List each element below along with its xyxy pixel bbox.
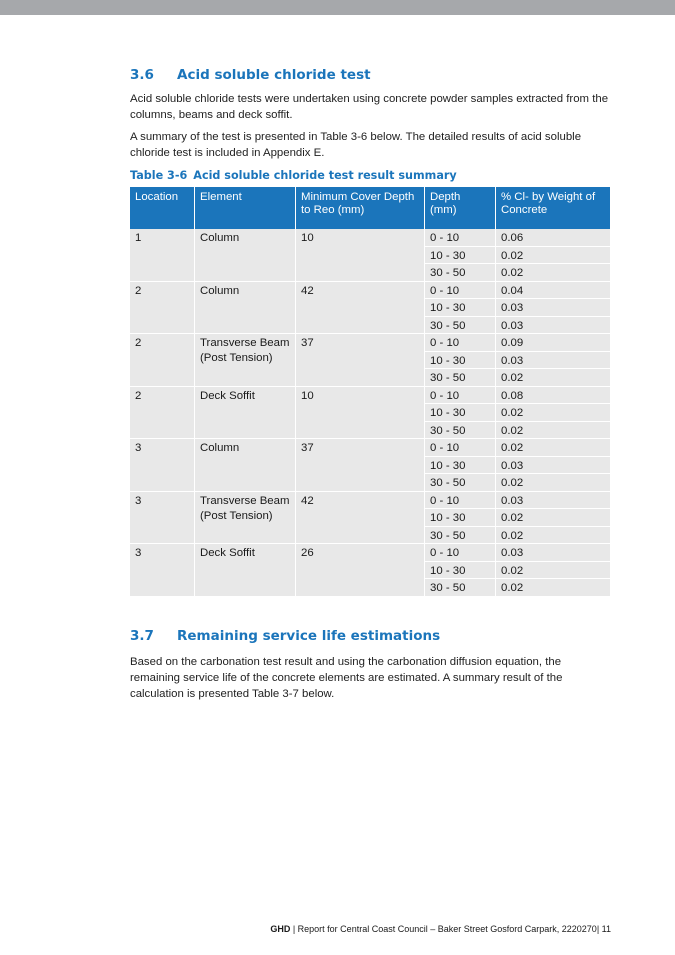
cell-chloride-value: 0.02 (496, 247, 610, 265)
header-depth: Depth (mm) (425, 187, 496, 229)
table-row (130, 439, 610, 457)
paragraph: Acid soluble chloride tests were undertaken using concrete powder samples extracted from the columns, beams and deck soffit. (130, 93, 609, 121)
cell-depth: 30 - 50 (425, 527, 496, 545)
cell-element: Column (195, 229, 296, 282)
cell-element: Deck Soffit (195, 544, 296, 597)
cell-cover-depth: 42 (296, 282, 425, 335)
table-caption-title: Acid soluble chloride test result summary (193, 168, 457, 182)
header-location: Location (130, 187, 195, 229)
section-number: 3.6 (130, 66, 154, 83)
cell-element: Transverse Beam (Post Tension) (195, 334, 296, 387)
table-row (130, 492, 610, 510)
cell-chloride-value: 0.02 (496, 264, 610, 282)
cell-depth: 30 - 50 (425, 264, 496, 282)
cell-depth: 10 - 30 (425, 247, 496, 265)
footer-text: | Report for Central Coast Council – Baker Street Gosford Carpark, 2220270| 11 (290, 924, 611, 934)
cell-depth: 30 - 50 (425, 317, 496, 335)
cell-cover-depth: 10 (296, 387, 425, 440)
cell-depth: 0 - 10 (425, 334, 496, 352)
cell-depth: 0 - 10 (425, 544, 496, 562)
table-row (130, 544, 610, 562)
cell-cover-depth: 10 (296, 229, 425, 282)
cell-chloride-value: 0.02 (496, 527, 610, 545)
cell-element: Column (195, 439, 296, 492)
cell-cover-depth: 26 (296, 544, 425, 597)
cell-location: 3 (130, 544, 195, 597)
cell-location: 2 (130, 387, 195, 440)
footer-brand: GHD (270, 924, 291, 934)
chloride-results-table (130, 187, 610, 597)
page-content (130, 66, 610, 702)
cell-chloride-value: 0.02 (496, 404, 610, 422)
cell-chloride-value: 0.06 (496, 229, 610, 247)
cell-chloride-value: 0.04 (496, 282, 610, 300)
cell-cover-depth: 37 (296, 334, 425, 387)
cell-element: Deck Soffit (195, 387, 296, 440)
cell-depth: 0 - 10 (425, 439, 496, 457)
cell-location: 2 (130, 282, 195, 335)
cell-chloride-value: 0.02 (496, 579, 610, 597)
section-heading-3-7 (130, 628, 610, 645)
cell-depth: 0 - 10 (425, 229, 496, 247)
cell-chloride-value: 0.03 (496, 352, 610, 370)
cell-element: Column (195, 282, 296, 335)
cell-chloride-value: 0.02 (496, 422, 610, 440)
cell-chloride-value: 0.03 (496, 457, 610, 475)
section-number: 3.7 (130, 628, 154, 644)
table-row (130, 282, 610, 300)
cell-location: 1 (130, 229, 195, 282)
paragraph: A summary of the test is presented in Table 3-6 below. The detailed results of acid soluble chloride test is included in Appendix E. (130, 131, 582, 159)
section-title: Acid soluble chloride test (177, 66, 371, 83)
cell-chloride-value: 0.08 (496, 387, 610, 405)
table-header-row (130, 187, 610, 229)
section-title: Remaining service life estimations (177, 628, 441, 644)
header-cover-depth: Minimum Cover Depth to Reo (mm) (296, 187, 425, 229)
cell-chloride-value: 0.02 (496, 562, 610, 580)
table-caption (130, 167, 610, 183)
table-body (130, 229, 610, 597)
cell-element: Transverse Beam (Post Tension) (195, 492, 296, 545)
section-heading-3-6 (130, 66, 610, 83)
table-caption-number: Table 3-6 (130, 168, 188, 182)
page-footer (270, 924, 611, 934)
header-chloride-percent: % Cl- by Weight of Concrete (496, 187, 610, 229)
cell-depth: 10 - 30 (425, 457, 496, 475)
cell-chloride-value: 0.03 (496, 299, 610, 317)
cell-depth: 30 - 50 (425, 474, 496, 492)
cell-chloride-value: 0.02 (496, 474, 610, 492)
cell-location: 3 (130, 492, 195, 545)
cell-depth: 10 - 30 (425, 299, 496, 317)
cell-chloride-value: 0.03 (496, 544, 610, 562)
cell-depth: 10 - 30 (425, 404, 496, 422)
page-top-bar (0, 0, 675, 15)
table-row (130, 387, 610, 405)
cell-depth: 10 - 30 (425, 352, 496, 370)
cell-chloride-value: 0.03 (496, 492, 610, 510)
cell-chloride-value: 0.02 (496, 439, 610, 457)
cell-chloride-value: 0.02 (496, 509, 610, 527)
cell-depth: 30 - 50 (425, 579, 496, 597)
cell-location: 3 (130, 439, 195, 492)
cell-cover-depth: 42 (296, 492, 425, 545)
paragraph: Based on the carbonation test result and using the carbonation diffusion equation, the remaining service life of the concrete elements are estimated. A summary result of the calculation is presented Table 3-7 below. (130, 655, 563, 700)
table-row (130, 229, 610, 247)
cell-depth: 10 - 30 (425, 562, 496, 580)
table-row (130, 334, 610, 352)
cell-depth: 30 - 50 (425, 369, 496, 387)
cell-chloride-value: 0.09 (496, 334, 610, 352)
cell-depth: 10 - 30 (425, 509, 496, 527)
cell-cover-depth: 37 (296, 439, 425, 492)
cell-depth: 0 - 10 (425, 492, 496, 510)
cell-chloride-value: 0.03 (496, 317, 610, 335)
cell-chloride-value: 0.02 (496, 369, 610, 387)
header-element: Element (195, 187, 296, 229)
cell-location: 2 (130, 334, 195, 387)
cell-depth: 0 - 10 (425, 282, 496, 300)
cell-depth: 0 - 10 (425, 387, 496, 405)
cell-depth: 30 - 50 (425, 422, 496, 440)
